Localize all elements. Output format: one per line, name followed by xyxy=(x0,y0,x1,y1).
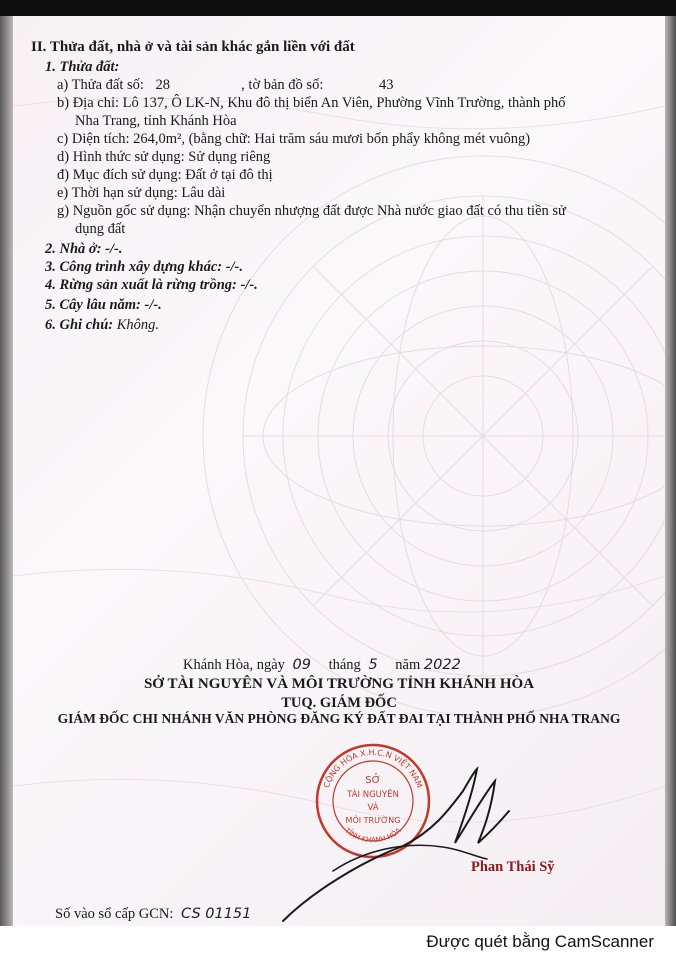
parcel-row xyxy=(57,76,393,94)
left-scan-edge xyxy=(0,16,13,926)
department-title: SỞ TÀI NGUYÊN VÀ MÔI TRƯỜNG TỈNH KHÁNH HÒA xyxy=(143,676,535,692)
date-month: 5 xyxy=(368,657,378,673)
branch-director-title: GIÁM ĐỐC CHI NHÁNH VĂN PHÒNG ĐĂNG KÝ ĐẤT ĐAI TẠI THÀNH PHỐ NHA TRANG xyxy=(57,711,621,726)
registry-line xyxy=(55,905,251,923)
note-label: 6. Ghi chú: xyxy=(45,317,114,333)
camscanner-watermark: Được quét bằng CamScanner xyxy=(426,932,654,951)
origin-line-1: g) Nguồn gốc sử dụng: Nhận chuyển nhượng đất được Nhà nước giao đất có thu tiền sử xyxy=(57,203,566,219)
date-day: 09 xyxy=(292,657,311,673)
date-year: 2022 xyxy=(423,657,461,673)
note-value: Không. xyxy=(116,317,160,333)
usage-term-line: e) Thời hạn sử dụng: Lâu dài xyxy=(57,185,226,201)
seal-line-1: SỞ xyxy=(365,775,381,786)
parcel-label: a) Thửa đất số: xyxy=(57,77,144,93)
map-label: , tờ bản đồ số: xyxy=(241,77,324,93)
forest-item: 4. Rừng sản xuất là rừng trồng: -/-. xyxy=(45,277,258,293)
top-black-bar xyxy=(0,0,676,16)
seal-bottom-text: TỈNH KHÁNH HÒA xyxy=(343,826,403,845)
area-line: c) Diện tích: 264,0m², (bằng chữ: Hai trăm sáu mươi bốn phẩy không mét vuông) xyxy=(57,131,531,147)
seal-line-4: MÔI TRƯỜNG xyxy=(345,816,401,825)
section-title: II. Thửa đất, nhà ở và tài sản khác gắn liền với đất xyxy=(31,39,355,55)
handwritten-signature xyxy=(273,751,523,926)
certificate-page xyxy=(13,16,665,926)
usage-form-line: d) Hình thức sử dụng: Sử dụng riêng xyxy=(57,149,271,165)
registry-label: Số vào sổ cấp GCN: xyxy=(55,906,174,922)
parcel-number: 28 xyxy=(155,77,171,93)
address-line-1: b) Địa chỉ: Lô 137, Ô LK-N, Khu đô thị biển An Viên, Phường Vĩnh Trường, thành phố xyxy=(57,95,566,111)
perennial-trees-item: 5. Cây lâu năm: -/-. xyxy=(45,297,162,313)
usage-purpose-line: đ) Mục đích sử dụng: Đất ở tại đô thị xyxy=(57,167,273,183)
other-construction-item: 3. Công trình xây dựng khác: -/-. xyxy=(45,259,244,275)
right-scan-edge xyxy=(665,16,676,926)
year-label: năm xyxy=(395,657,421,673)
tuq-title: TUQ. GIÁM ĐỐC xyxy=(281,695,397,711)
origin-line-2: dụng đất xyxy=(75,221,126,237)
address-line-2: Nha Trang, tỉnh Khánh Hòa xyxy=(75,113,237,129)
seal-line-3: VÀ xyxy=(367,803,379,813)
signer-name: Phan Thái Sỹ xyxy=(471,859,555,875)
map-number: 43 xyxy=(378,77,394,93)
house-item: 2. Nhà ở: -/-. xyxy=(45,241,123,257)
month-label: tháng xyxy=(328,657,361,673)
registry-number: CS 01151 xyxy=(181,906,252,922)
seal-ring-text: CỘNG HÒA X.H.C.N VIỆT NAM xyxy=(322,747,424,790)
note-item xyxy=(45,316,159,334)
date-prefix: Khánh Hòa, ngày xyxy=(183,657,285,673)
signing-date xyxy=(183,656,461,674)
seal-line-2: TÀI NGUYÊN xyxy=(347,790,399,800)
land-heading: 1. Thửa đất: xyxy=(45,59,120,75)
